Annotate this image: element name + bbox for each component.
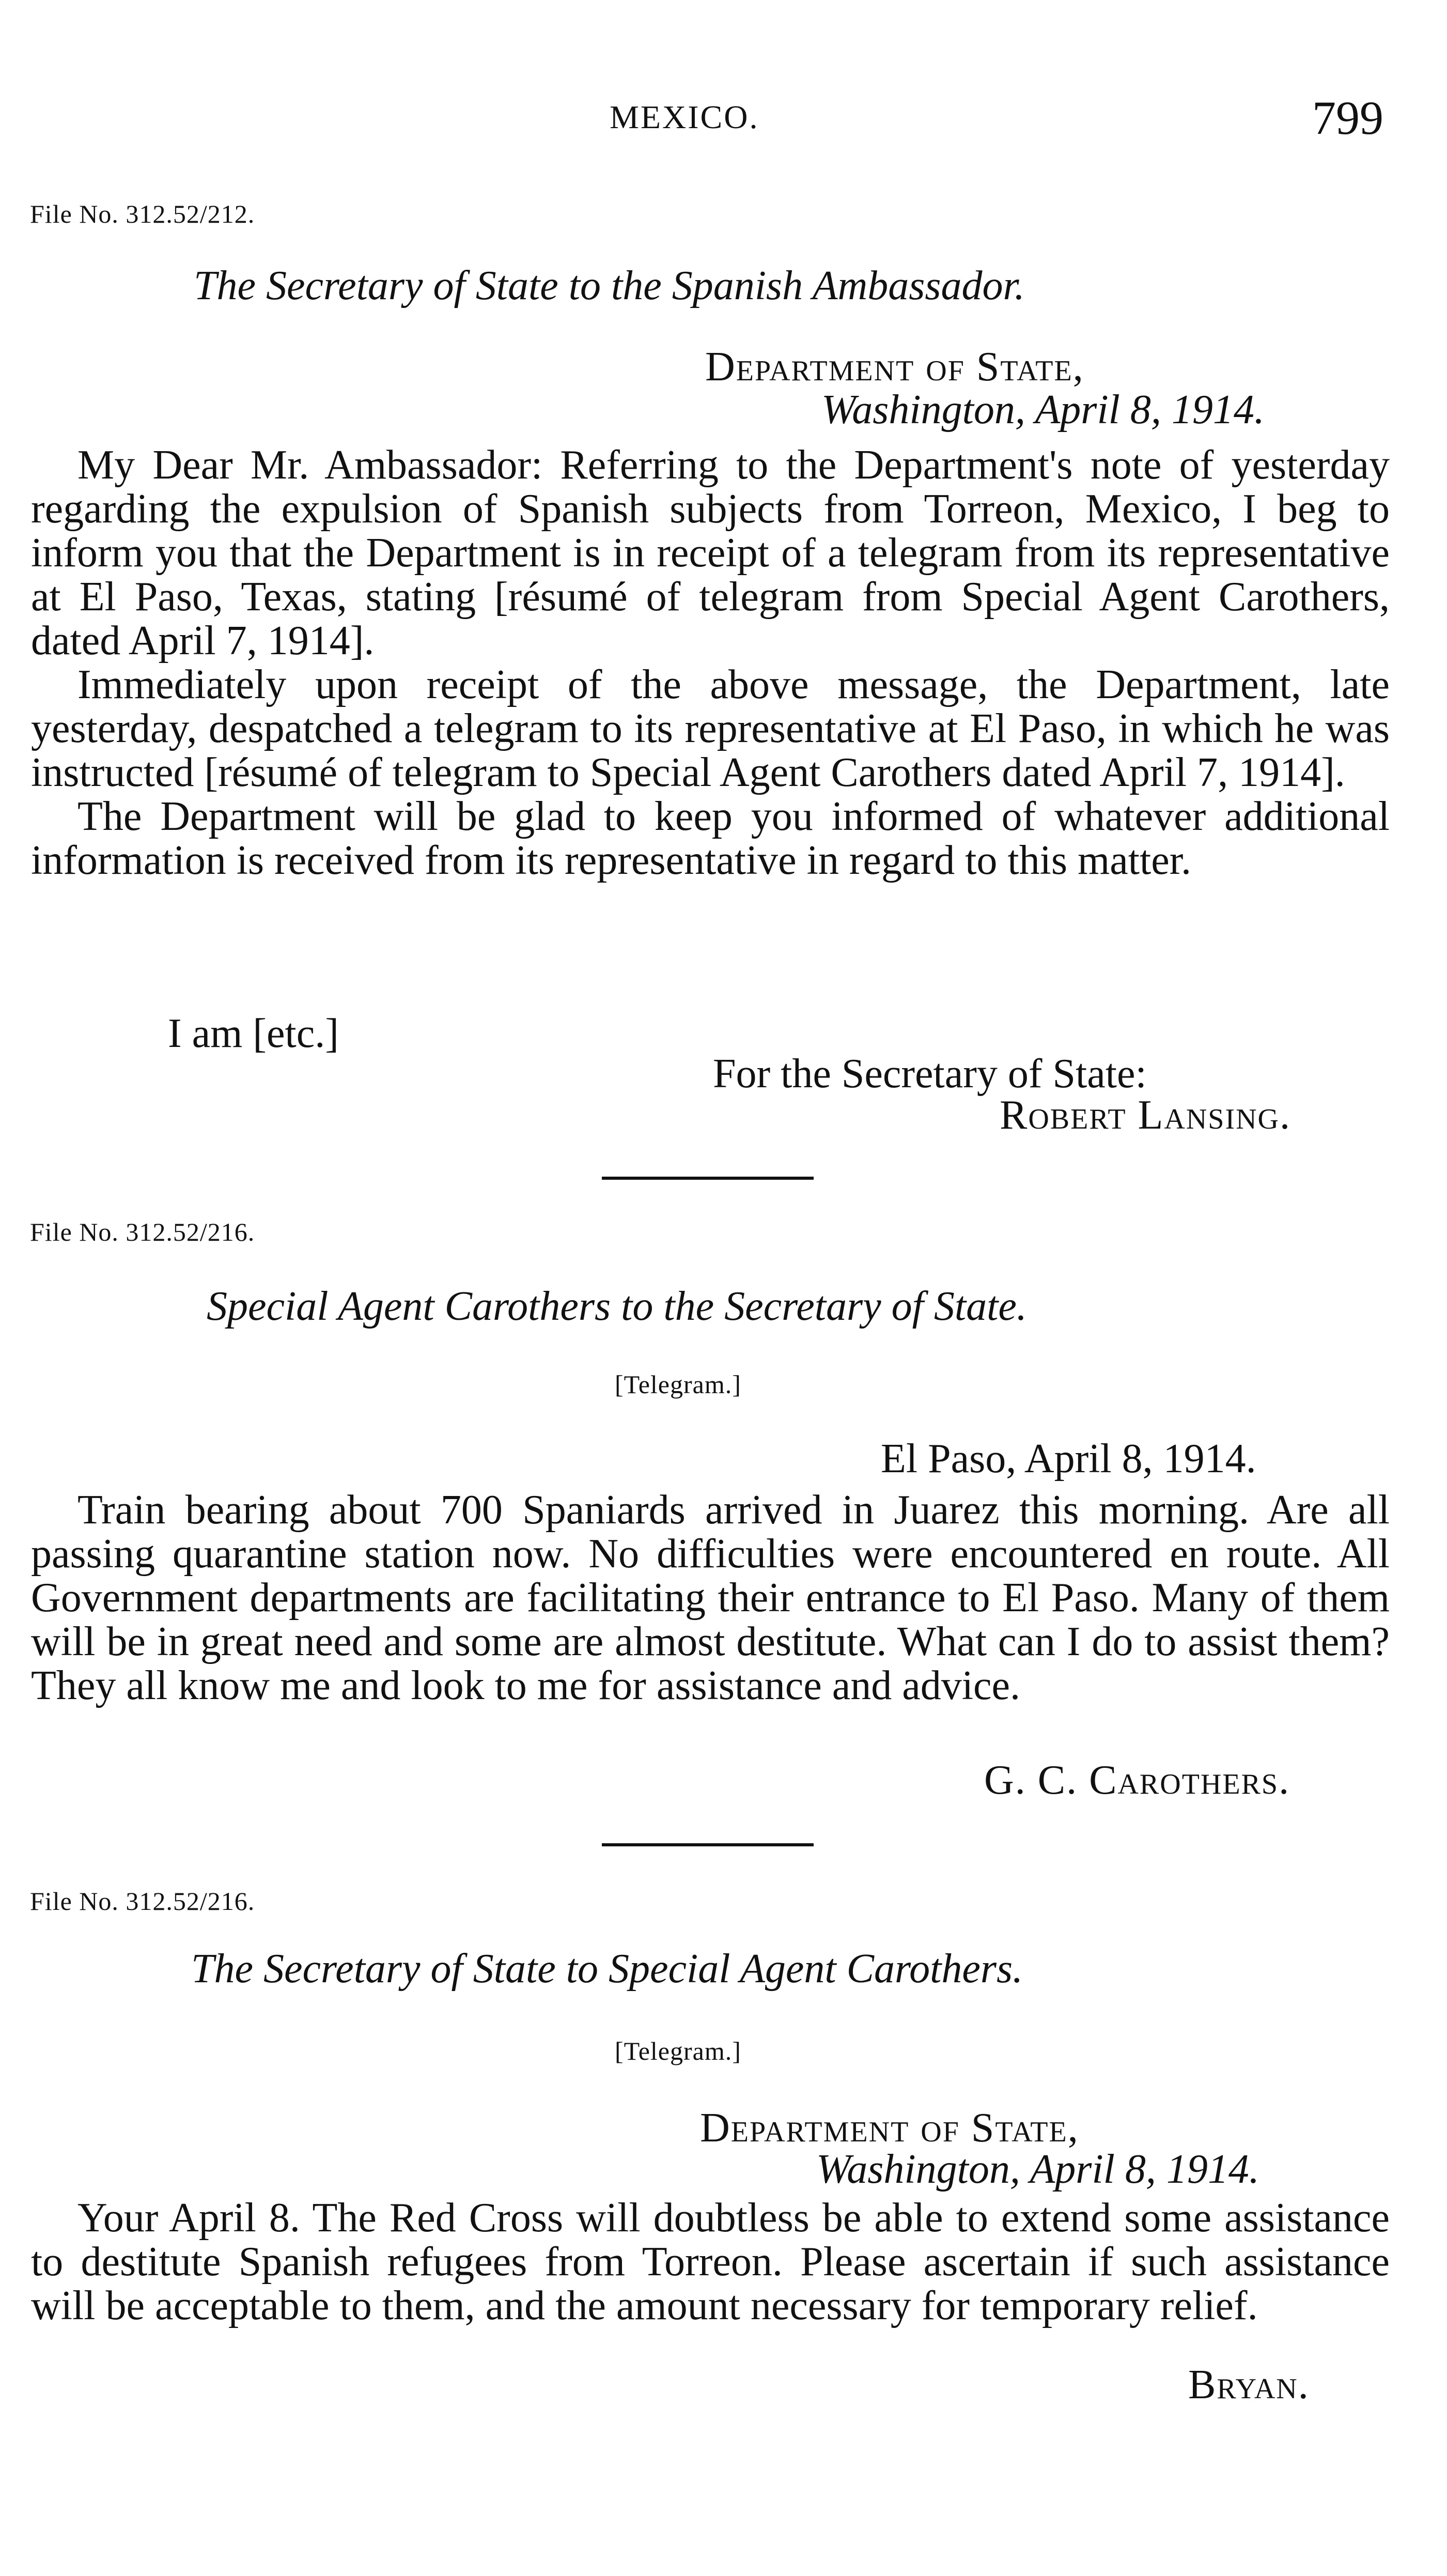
file-number: File No. 312.52/216. xyxy=(30,1887,255,1916)
telegram-body xyxy=(31,2196,1390,2328)
telegram-body xyxy=(31,1488,1390,1708)
telegram-note: [Telegram.] xyxy=(615,2037,741,2065)
paragraph: Your April 8. The Red Cross will doubtless be able to extend some assistance to destitute Spanish refugees from Torreon. Please ascertain if such assistance will be acceptable to them, and the amount necessary for temporary relief. xyxy=(31,2195,1390,2328)
dateline-place-date: Washington, April 8, 1914. xyxy=(816,2147,1259,2192)
file-number: File No. 312.52/216. xyxy=(30,1217,255,1246)
dateline-office: Department of State, xyxy=(700,2105,1079,2151)
section-divider xyxy=(602,1177,814,1180)
dateline-text: El Paso, April 8, 1914. xyxy=(881,1436,1256,1482)
paragraph: The Department will be glad to keep you informed of whatever additional information is received from its representative in regard to this matter. xyxy=(31,794,1390,883)
letter-body xyxy=(31,443,1390,883)
section-divider xyxy=(602,1843,814,1846)
signature: Bryan. xyxy=(1188,2362,1310,2408)
signature: Robert Lansing. xyxy=(1000,1092,1291,1138)
signature: G. C. Carothers. xyxy=(984,1757,1290,1803)
file-number: File No. 312.52/212. xyxy=(30,199,255,228)
letter-heading: Special Agent Carothers to the Secretary of State. xyxy=(207,1284,1027,1329)
dateline xyxy=(881,1436,1256,1483)
paragraph: My Dear Mr. Ambassador: Referring to the Department's note of yesterday regarding the expulsion of Spanish subjects from Torreon, Mexico, I beg to inform you that the Department is in receipt of a telegram from its representative at El Paso, Texas, stating [résumé of telegram from Special Agent Carothers, dated April 7, 1914]. xyxy=(31,442,1390,664)
complimentary-close: I am [etc.] xyxy=(168,1011,339,1056)
paragraph: Train bearing about 700 Spaniards arrived in Juarez this morning. Are all passing quarantine station now. No difficulties were encountered en route. All Government departments are facilitating their entrance to El Paso. Many of them will be in great need and some are almost destitute. What can I do to assist them? They all know me and look to me for assistance and advice. xyxy=(31,1487,1390,1708)
signature-intro: For the Secretary of State: xyxy=(713,1051,1147,1097)
dateline-place-date: Washington, April 8, 1914. xyxy=(821,387,1265,433)
running-title: MEXICO. xyxy=(610,99,759,135)
letter-heading: The Secretary of State to the Spanish Ambassador. xyxy=(194,263,1025,308)
page-number: 799 xyxy=(1312,91,1383,144)
dateline-office: Department of State, xyxy=(705,344,1084,390)
letter-heading: The Secretary of State to Special Agent Carothers. xyxy=(191,1946,1023,1992)
telegram-note: [Telegram.] xyxy=(615,1370,741,1399)
paragraph: Immediately upon receipt of the above message, the Department, late yesterday, despatched a telegram to its representative at El Paso, in which he was instructed [résumé of telegram to Special Agent Carothers dated April 7, 1914]. xyxy=(31,662,1390,795)
